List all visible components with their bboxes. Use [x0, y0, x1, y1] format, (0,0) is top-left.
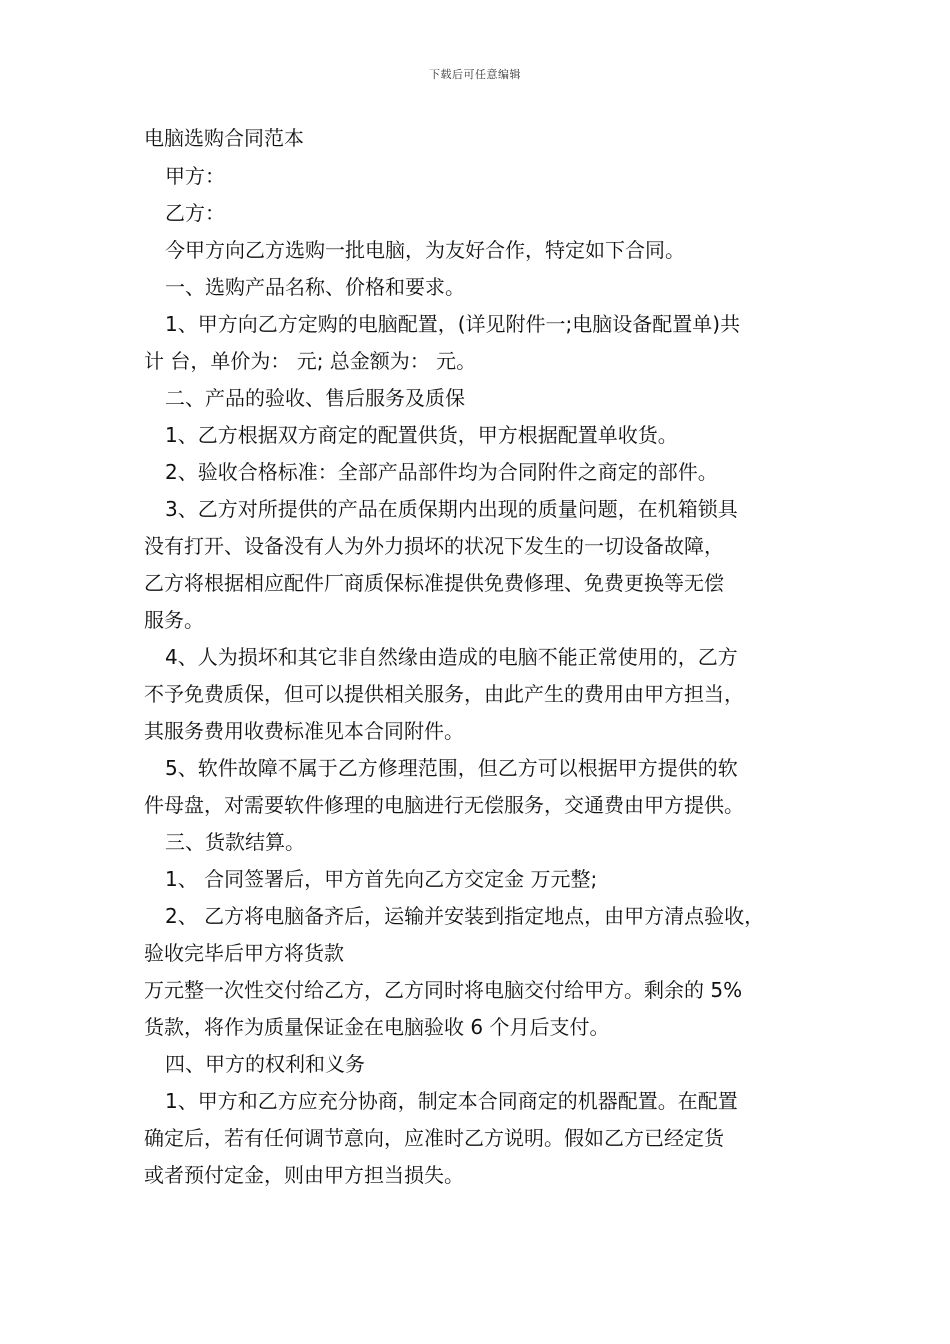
document-line: 2、验收合格标准：全部产品部件均为合同附件之商定的部件。: [165, 460, 718, 484]
document-line: 4、人为损坏和其它非自然缘由造成的电脑不能正常使用的，乙方: [165, 645, 738, 669]
document-line: 其服务费用收费标准见本合同附件。: [144, 719, 464, 743]
document-line: 或者预付定金，则由甲方担当损失。: [144, 1163, 464, 1187]
document-title: 电脑选购合同范本: [144, 126, 304, 150]
document-line: 1、甲方和乙方应充分协商，制定本合同商定的机器配置。在配置: [165, 1089, 738, 1113]
document-line: 万元整一次性交付给乙方，乙方同时将电脑交付给甲方。剩余的 5%: [144, 978, 743, 1002]
document-line: 服务。: [144, 608, 204, 632]
document-line: 计 台，单价为： 元; 总金额为： 元。: [144, 349, 477, 373]
page-header-note: 下载后可任意编辑: [429, 68, 521, 81]
document-line: 确定后，若有任何调节意向，应准时乙方说明。假如乙方已经定货: [144, 1126, 724, 1150]
document-line: 1、乙方根据双方商定的配置供货，甲方根据配置单收货。: [165, 423, 678, 447]
document-line: 四、甲方的权利和义务: [165, 1052, 365, 1076]
document-line: 甲方：: [165, 164, 225, 188]
document-line: 一、选购产品名称、价格和要求。: [165, 275, 465, 299]
document-line: 二、产品的验收、售后服务及质保: [165, 386, 465, 410]
document-line: 今甲方向乙方选购一批电脑，为友好合作，特定如下合同。: [165, 238, 685, 262]
document-line: 件母盘，对需要软件修理的电脑进行无偿服务，交通费由甲方提供。: [144, 793, 744, 817]
document-line: 没有打开、设备没有人为外力损坏的状况下发生的一切设备故障，: [144, 534, 724, 558]
document-body: [144, 120, 816, 1194]
document-line: 5、软件故障不属于乙方修理范围，但乙方可以根据甲方提供的软: [165, 756, 738, 780]
document-line: 验收完毕后甲方将货款: [144, 941, 344, 965]
document-line: 3、乙方对所提供的产品在质保期内出现的质量问题，在机箱锁具: [165, 497, 738, 521]
document-line: 1、甲方向乙方定购的电脑配置，(详见附件一;电脑设备配置单)共: [165, 312, 741, 336]
document-line: 1、 合同签署后，甲方首先向乙方交定金 万元整;: [165, 867, 598, 891]
document-line: 不予免费质保，但可以提供相关服务，由此产生的费用由甲方担当，: [144, 682, 744, 706]
document-line: 货款，将作为质量保证金在电脑验收 6 个月后支付。: [144, 1015, 610, 1039]
document-line: 乙方：: [165, 201, 225, 225]
document-line: 乙方将根据相应配件厂商质保标准提供免费修理、免费更换等无偿: [144, 571, 724, 595]
document-line: 三、货款结算。: [165, 830, 305, 854]
document-line: 2、 乙方将电脑备齐后，运输并安装到指定地点，由甲方清点验收，: [165, 904, 765, 928]
